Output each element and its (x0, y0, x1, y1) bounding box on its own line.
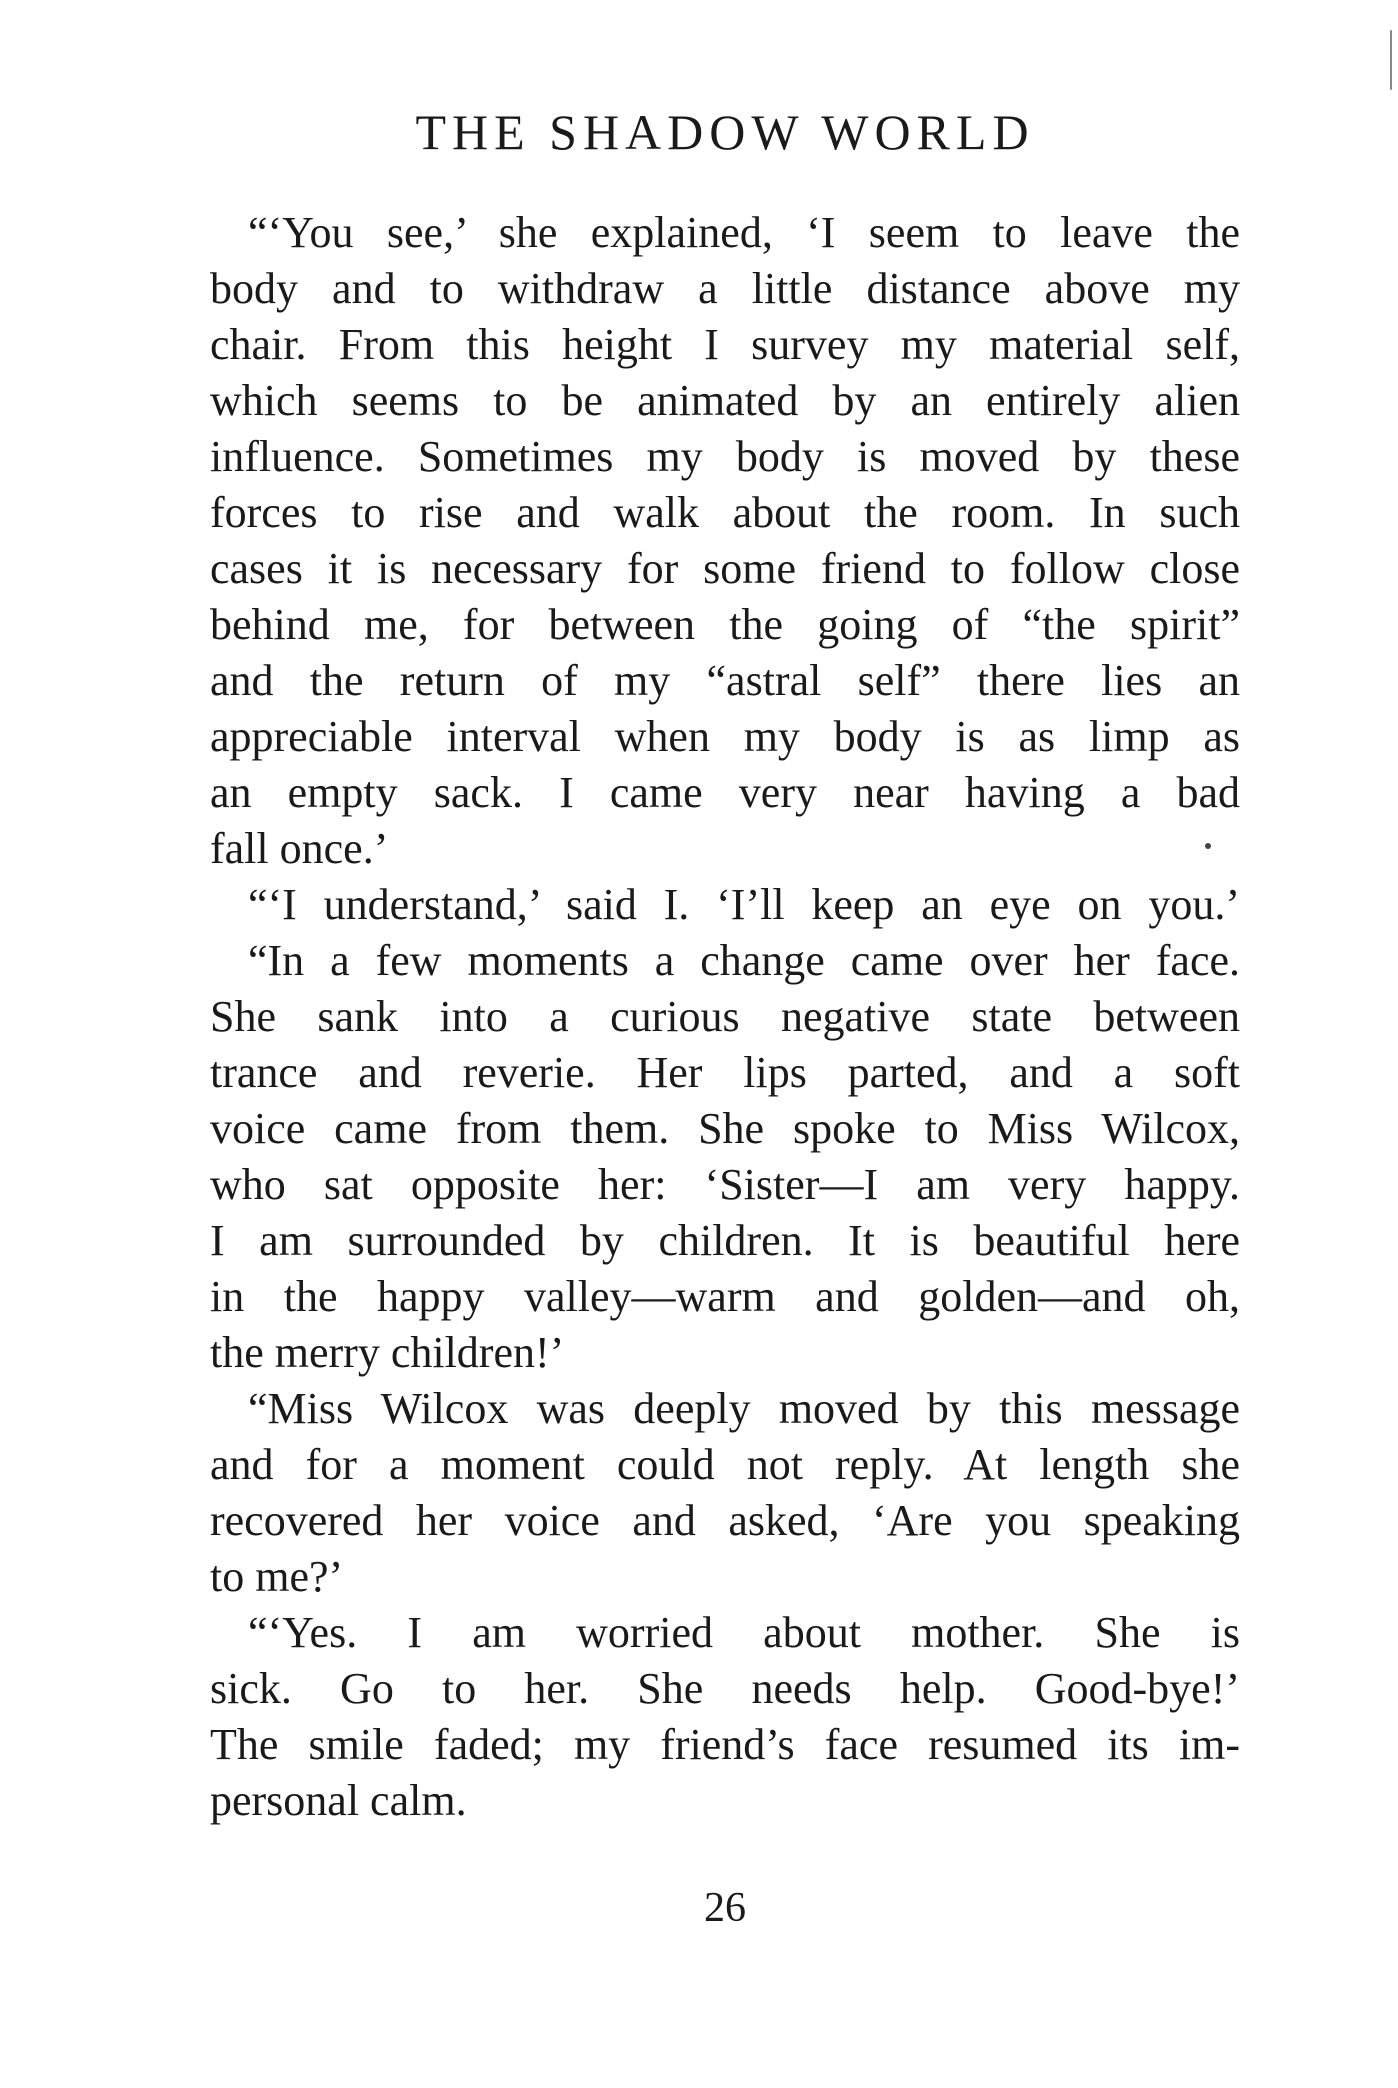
text-line: to me?’ (210, 1552, 344, 1601)
text-line: forces to rise and walk about the room. In such (210, 488, 1240, 537)
text-line: “‘Yes. I am worried about mother. She is (248, 1608, 1240, 1657)
text-line: trance and reverie. Her lips parted, and a soft (210, 1048, 1240, 1097)
body-text (210, 205, 1240, 1829)
text-line: chair. From this height I survey my material self, (210, 320, 1240, 369)
text-line: which seems to be animated by an entirely alien (210, 376, 1240, 425)
text-line: She sank into a curious negative state between (210, 992, 1240, 1041)
text-line: “‘You see,’ she explained, ‘I seem to leave the (248, 208, 1240, 257)
text-line: appreciable interval when my body is as limp as (210, 712, 1240, 761)
text-line: “Miss Wilcox was deeply moved by this message (248, 1384, 1240, 1433)
text-line: “In a few moments a change came over her face. (248, 936, 1240, 985)
ink-speck (1205, 843, 1211, 849)
text-line: “‘I understand,’ said I. ‘I’ll keep an eye on you.’ (248, 880, 1240, 929)
text-line: cases it is necessary for some friend to follow close (210, 544, 1240, 593)
running-head: THE SHADOW WORLD (415, 104, 1035, 160)
text-line: influence. Sometimes my body is moved by these (210, 432, 1240, 481)
text-line: who sat opposite her: ‘Sister—I am very happy. (210, 1160, 1240, 1209)
text-line: sick. Go to her. She needs help. Good-bye!’ (210, 1664, 1240, 1713)
text-line: personal calm. (210, 1776, 467, 1825)
text-line: body and to withdraw a little distance above my (210, 264, 1240, 313)
text-line: voice came from them. She spoke to Miss Wilcox, (210, 1104, 1240, 1153)
text-line: the merry children!’ (210, 1328, 565, 1377)
text-line: an empty sack. I came very near having a bad (210, 768, 1240, 817)
text-line: in the happy valley—warm and golden—and oh, (210, 1272, 1240, 1321)
text-line: The smile faded; my friend’s face resumed its im- (210, 1720, 1240, 1769)
text-line: fall once.’ (210, 824, 389, 873)
page-number: 26 (704, 1885, 746, 1931)
text-line: behind me, for between the going of “the spirit” (210, 600, 1240, 649)
text-line: and for a moment could not reply. At length she (210, 1440, 1240, 1489)
ink-speck (1390, 30, 1392, 90)
text-line: recovered her voice and asked, ‘Are you speaking (210, 1496, 1240, 1545)
text-line: I am surrounded by children. It is beautiful here (210, 1216, 1240, 1265)
text-line: and the return of my “astral self” there lies an (210, 656, 1240, 705)
